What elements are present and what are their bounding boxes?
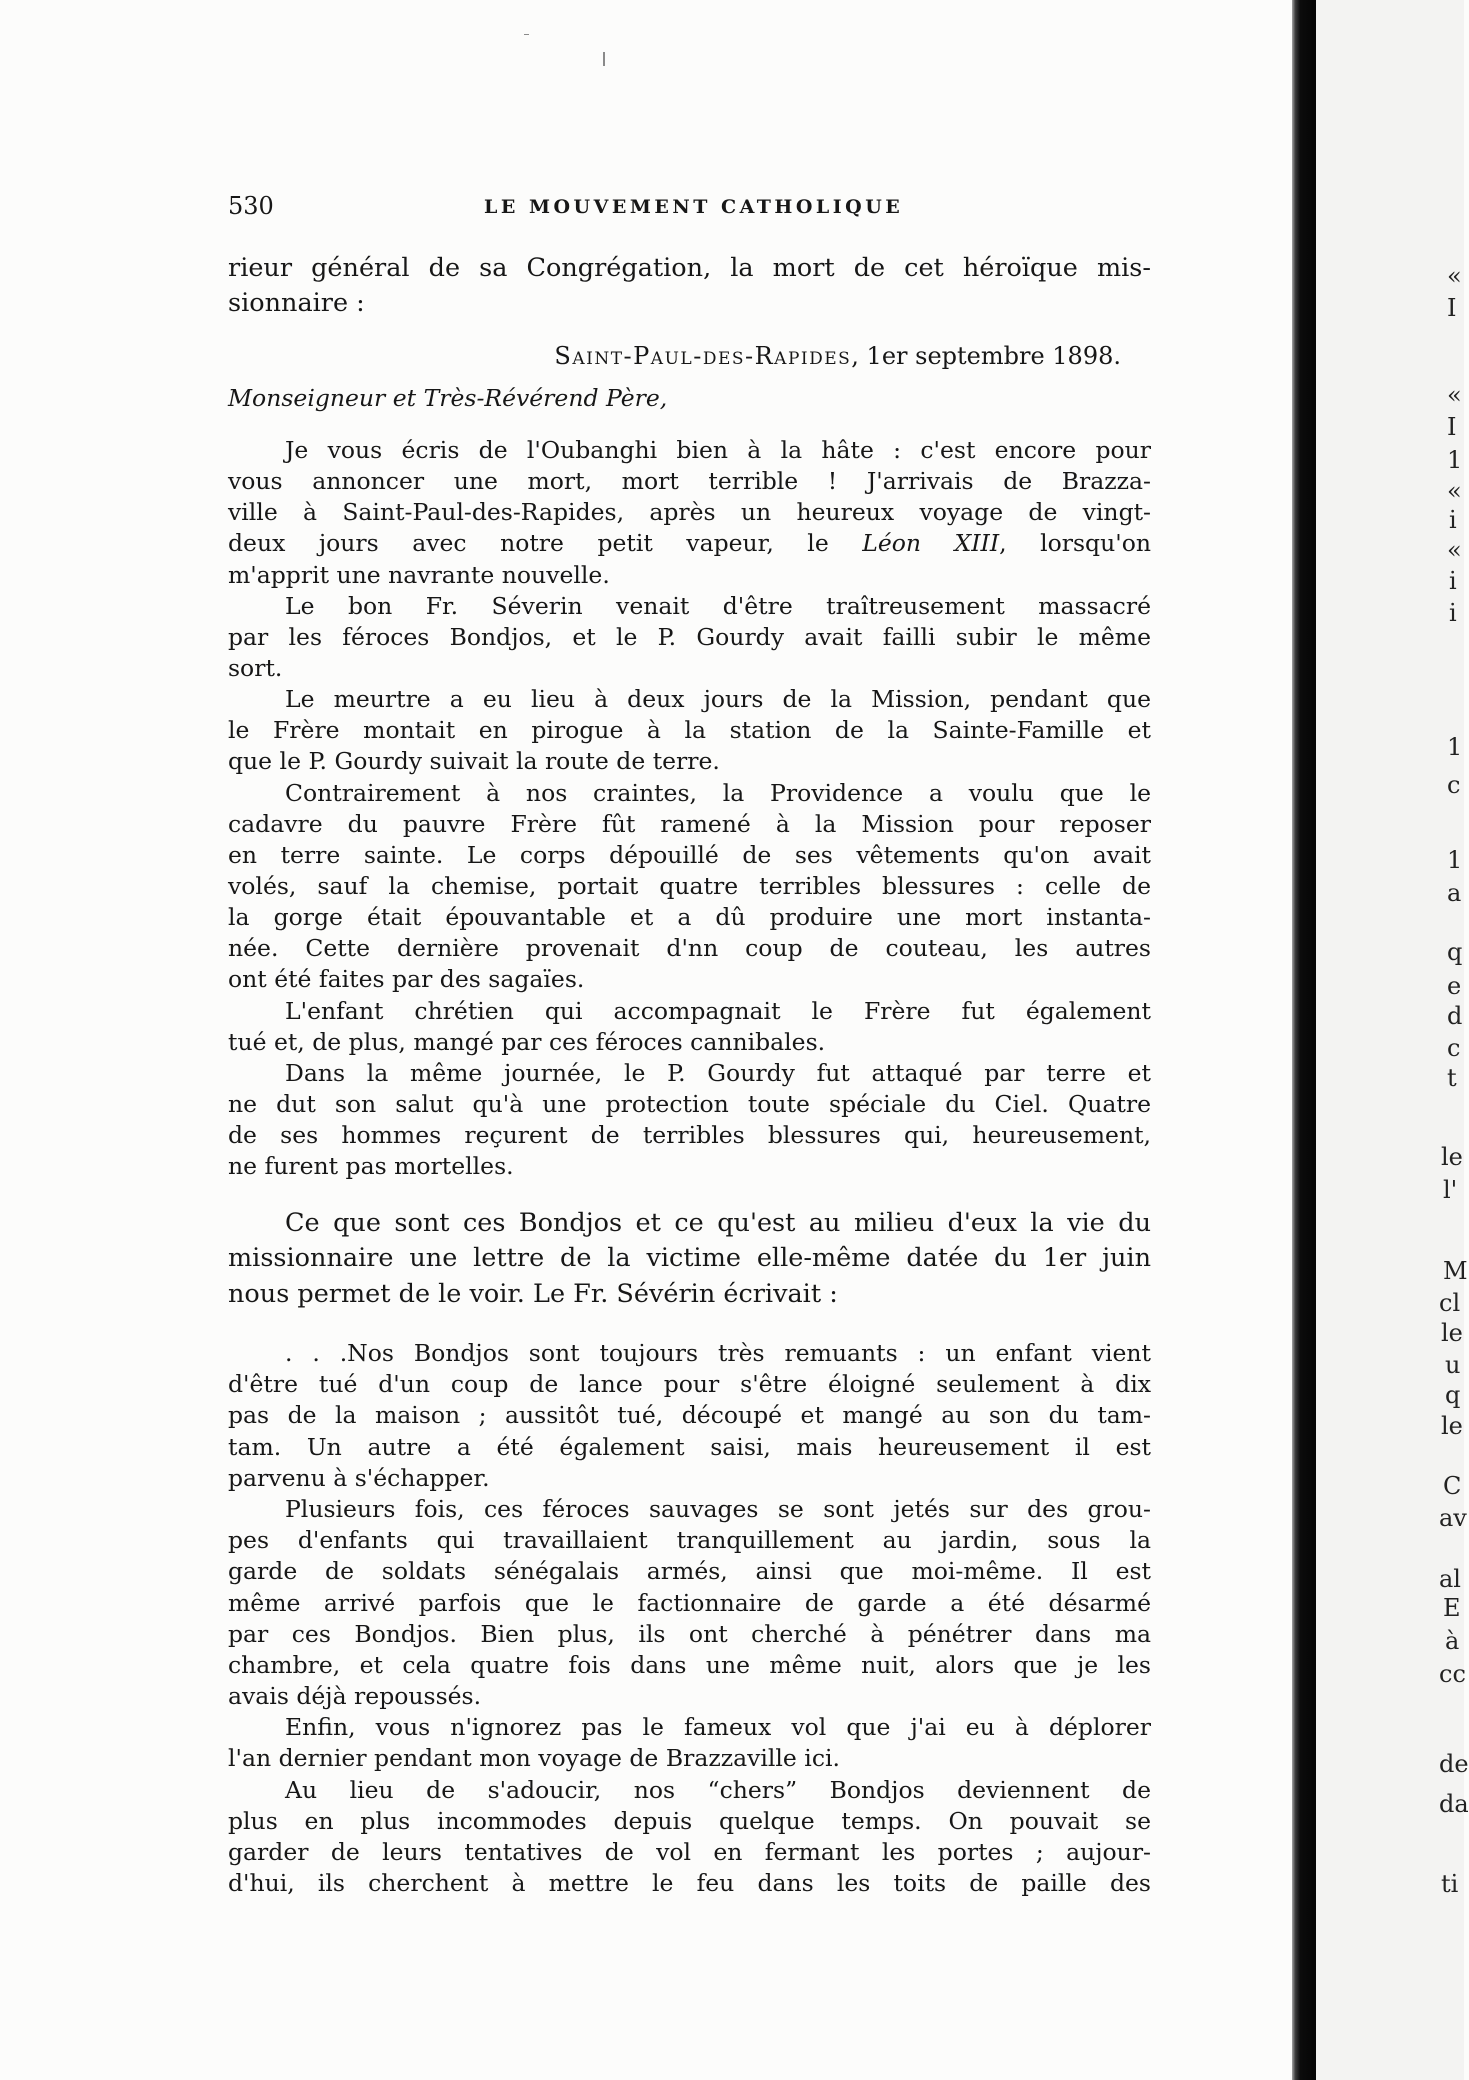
dateline-date: , 1er septembre 1898. [851,342,1121,370]
text-line: vous annoncer une mort, mort terrible ! J'arrivais de Brazza- [228,467,1151,496]
text-line: pes d'enfants qui travaillaient tranquillement au jardin, sous la [228,1526,1151,1555]
facing-page-fragment: « [1447,477,1462,505]
text-span: deux jours avec notre petit vapeur, le [228,529,863,558]
text-line: Dans la même journée, le P. Gourdy fut attaqué par terre et [285,1058,1151,1087]
text-line: même arrivé parfois que le factionnaire de garde a été désarmé [228,1588,1151,1617]
scan-speck [603,52,605,66]
facing-page-fragment: c [1447,771,1461,799]
dateline [228,339,1121,373]
facing-page-fragment: i [1449,567,1457,595]
text-line: cadavre du pauvre Frère fût ramené à la Mission pour reposer [228,809,1151,838]
text-line: rieur général de sa Congrégation, la mort de cet héroïque mis- [228,253,1151,283]
text-line: Le bon Fr. Séverin venait d'être traîtreusement massacré [285,591,1151,620]
text-line: la gorge était épouvantable et a dû produire une mort instanta- [228,903,1151,932]
text-line: en terre sainte. Le corps dépouillé de ses vêtements qu'on avait [228,840,1151,869]
text-line: L'enfant chrétien qui accompagnait le Frère fut également [285,996,1151,1025]
text-line: Contrairement à nos craintes, la Providence a voulu que le [285,778,1151,807]
text-line: par les féroces Bondjos, et le P. Gourdy avait failli subir le même [228,622,1151,651]
facing-page-fragment: I [1447,294,1457,322]
running-title: LE MOUVEMENT CATHOLIQUE [484,196,904,218]
facing-page-fragment: da [1439,1790,1469,1818]
facing-page-fragment: E [1443,1594,1461,1622]
page-number: 530 [228,192,274,220]
narrative-paragraph [228,1206,1151,1312]
text-line: sort. [228,653,283,682]
text-line: ne furent pas mortelles. [228,1152,514,1181]
text-line: avais déjà repoussés. [228,1682,482,1711]
facing-page-fragment: C [1443,1472,1462,1500]
facing-page-fragment: le [1441,1412,1463,1440]
facing-page-fragment: 1 [1447,446,1463,474]
facing-page [1316,0,1469,2080]
facing-page-fragment: M [1443,1257,1468,1285]
facing-page-fragment: u [1445,1351,1461,1379]
text-line: ville à Saint-Paul-des-Rapides, après un heureux voyage de vingt- [228,498,1151,527]
text-line: Le meurtre a eu lieu à deux jours de la Mission, pendant que [285,685,1151,714]
facing-page-fragment: cl [1439,1289,1461,1317]
text-line: volés, sauf la chemise, portait quatre terribles blessures : celle de [228,871,1151,900]
facing-page-fragment: d [1447,1002,1463,1030]
letter-excerpt [228,1338,1151,1899]
text-line: . . .Nos Bondjos sont toujours très remuants : un enfant vient [285,1339,1151,1367]
facing-page-fragment: t [1447,1064,1457,1092]
facing-page-fragment: i [1449,599,1457,627]
text-span: , lorsqu'on [999,529,1151,558]
text-line: de ses hommes reçurent de terribles blessures qui, heureusement, [228,1121,1151,1150]
facing-page-fragment: le [1441,1143,1463,1171]
text-line: ne dut son salut qu'à une protection toute spéciale du Ciel. Quatre [228,1089,1151,1118]
text-line: pas de la maison ; aussitôt tué, découpé et mangé au son du tam- [228,1401,1151,1430]
text-line: Enfin, vous n'ignorez pas le fameux vol que j'ai eu à déplorer [285,1713,1151,1742]
text-line: tam. Un autre a été également saisi, mais heureusement il est [228,1432,1151,1461]
facing-page-fragment: « [1447,536,1462,564]
text-line: sionnaire : [228,287,365,318]
facing-page-fragment: cc [1439,1660,1466,1688]
facing-page-fragment: de [1439,1750,1469,1778]
text-line: d'être tué d'un coup de lance pour s'être éloigné seulement à dix [228,1370,1151,1399]
salutation: Monseigneur et Très-Révérend Père, [228,384,668,412]
text-line: nous permet de le voir. Le Fr. Sévérin écrivait : [228,1278,838,1309]
facing-page-fragment: « [1447,262,1462,290]
facing-page-fragment: c [1447,1034,1461,1062]
facing-page-fragment: q [1445,1381,1461,1409]
text-line: missionnaire une lettre de la victime elle-même datée du 1er juin [228,1243,1151,1274]
scan-speck [524,34,529,35]
facing-page-fragment: a [1447,879,1462,907]
text-line: Ce que sont ces Bondjos et ce qu'est au milieu d'eux la vie du [285,1208,1151,1238]
book-gutter [1292,0,1316,2080]
facing-page-fragment: 1 [1447,733,1463,761]
text-line: née. Cette dernière provenait d'nn coup de couteau, les autres [228,934,1151,963]
facing-page-fragment: l' [1443,1176,1458,1204]
text-line: Au lieu de s'adoucir, nos “chers” Bondjos deviennent de [285,1775,1151,1804]
text-line: garde de soldats sénégalais armés, ainsi que moi-même. Il est [228,1557,1151,1586]
text-line: tué et, de plus, mangé par ces féroces cannibales. [228,1027,826,1056]
facing-page-fragment: « [1447,381,1462,409]
text-line: Je vous écris de l'Oubanghi bien à la hâte : c'est encore pour [285,436,1151,464]
ship-name: Léon XIII [862,529,1000,558]
text-line [228,528,1151,559]
dateline-place: Saint-Paul-des-Rapides [554,342,852,370]
text-line: parvenu à s'échapper. [228,1463,490,1492]
facing-page-fragment: al [1439,1565,1461,1593]
facing-page-fragment: av [1439,1504,1467,1532]
letter-excerpt [228,435,1151,1182]
text-line: que le P. Gourdy suivait la route de terre. [228,747,720,776]
facing-page-fragment: I [1447,413,1457,441]
facing-page-fragment: e [1447,972,1462,1000]
facing-page-fragment: ti [1441,1870,1459,1898]
text-line: garder de leurs tentatives de vol en fermant les portes ; aujour- [228,1838,1151,1866]
text-line: par ces Bondjos. Bien plus, ils ont cherché à pénétrer dans ma [228,1619,1151,1648]
facing-page-fragment: q [1447,938,1463,966]
text-line: le Frère montait en pirogue à la station de la Sainte-Famille et [228,716,1151,745]
text-line: Plusieurs fois, ces féroces sauvages se sont jetés sur des grou- [285,1494,1151,1523]
facing-page-fragment: 1 [1447,846,1463,874]
facing-page-fragment: i [1449,506,1457,534]
text-line: m'apprit une navrante nouvelle. [228,560,610,589]
text-line: chambre, et cela quatre fois dans une même nuit, alors que je les [228,1650,1151,1679]
text-line: ont été faites par des sagaïes. [228,965,585,994]
text-line: d'hui, ils cherchent à mettre le feu dans les toits de paille des [228,1869,1151,1898]
intro-paragraph [228,251,1151,320]
facing-page-fragment: à [1445,1627,1460,1655]
text-line: plus en plus incommodes depuis quelque temps. On pouvait se [228,1806,1151,1835]
facing-page-fragment: le [1441,1319,1463,1347]
text-line: l'an dernier pendant mon voyage de Brazzaville ici. [228,1744,840,1773]
